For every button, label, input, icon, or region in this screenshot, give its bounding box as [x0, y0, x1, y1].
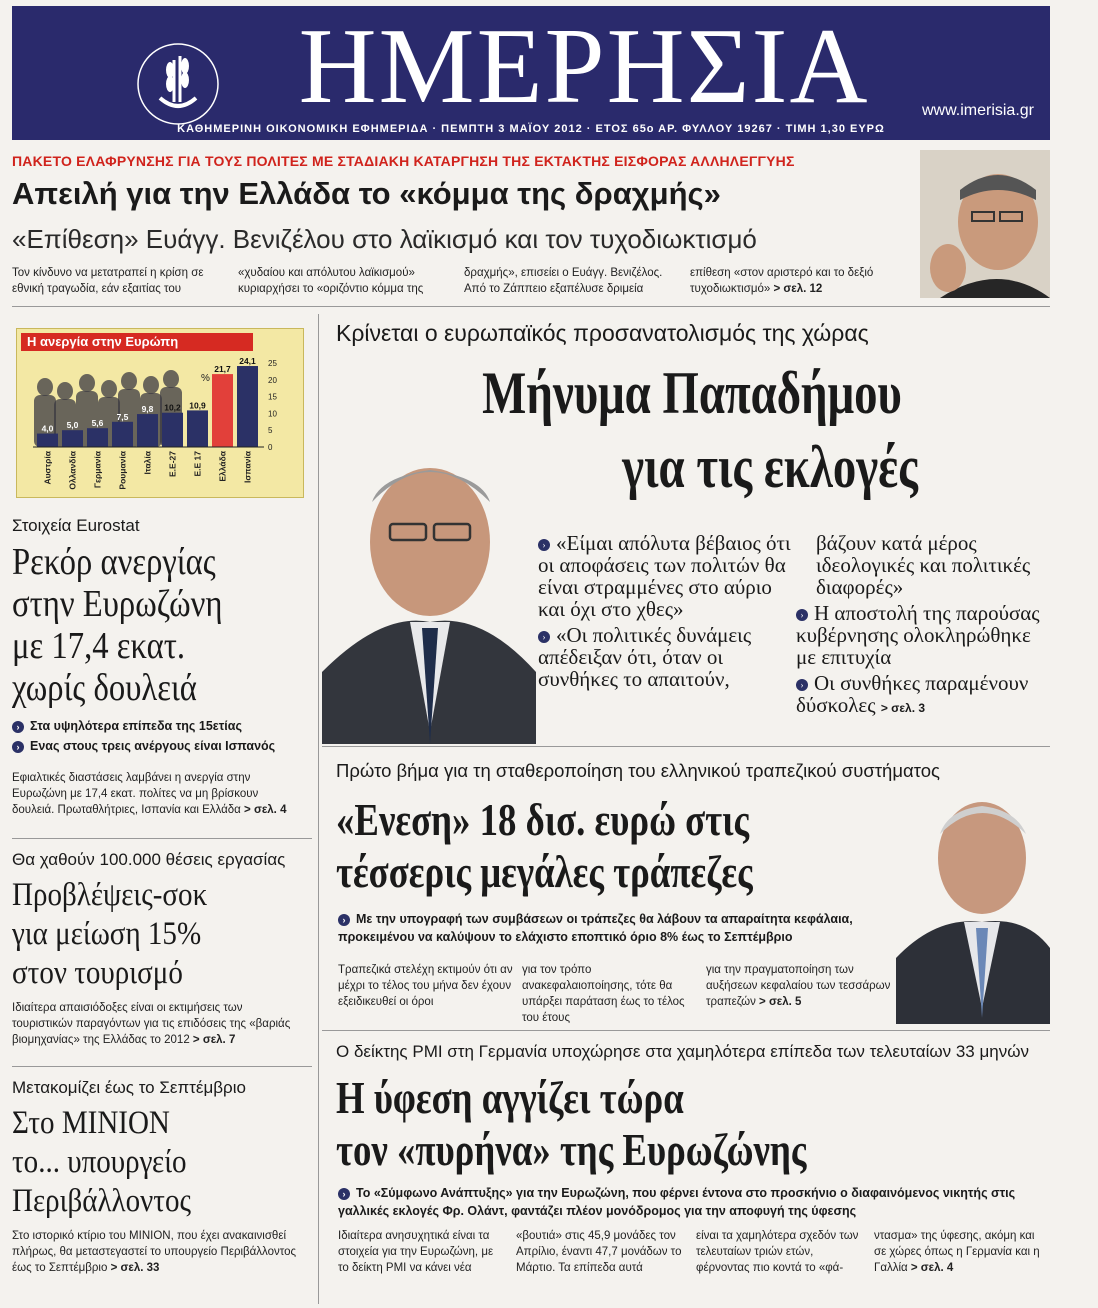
chart-bar: [87, 428, 108, 447]
category-label: Αυστρία: [42, 451, 53, 485]
divider: [12, 838, 312, 839]
recession-col4: ντασμα» της ύφεσης, ακόμη και σε χώρες όπως η Γερμανία και η Γαλλία > σελ. 4: [874, 1230, 1040, 1274]
category-label: Ε.Ε-27: [167, 451, 178, 477]
chart-bar: [37, 434, 58, 447]
bar-value-label: 7,5: [116, 411, 129, 422]
bar-value-label: 9,8: [141, 404, 154, 415]
category-label: Γερμανία: [92, 451, 103, 489]
recession-bullet: › Το «Σύμφωνο Ανάπτυξης» για την Ευρωζώνη, που φέρνει έντονα στο προσκήνιο ο διαφαινόμενος νικητής στις γαλλικές εκλογές Φρ. Ολάντ, φαντάζει πλέον μονόδρομος για την αποφυγή της ύφεσης: [338, 1186, 1016, 1218]
arrow-bullet-icon: ›: [538, 539, 550, 551]
bar-value-label: 5,6: [91, 418, 104, 429]
silhouette-head: [57, 382, 73, 400]
papademos-kicker: Κρίνεται ο ευρωπαϊκός προσανατολισμός της χώρας: [336, 320, 869, 346]
website-url[interactable]: www.imerisia.gr: [921, 102, 1034, 119]
arrow-bullet-icon: ›: [538, 631, 550, 643]
recession-col3: είναι τα χαμηλότερα σχεδόν των τελευταίων τριών ετών, φέρνοντας πιο κοντά το «φά-: [696, 1230, 859, 1274]
minion-body: Στο ιστορικό κτίριο του ΜΙΝΙΟΝ, που έχει ανακαινισθεί πλήρως, θα μεταστεγαστεί το υπουργείο Περιβάλλοντος έως το Σεπτέμβριο > σελ. 33: [12, 1230, 297, 1274]
silhouette-head: [163, 370, 179, 388]
banks-col3: για την πραγματοποίηση των αυξήσεων κεφαλαίου των τεσσάρων τραπεζών > σελ. 5: [706, 964, 891, 1008]
y-unit-label: %: [201, 373, 210, 384]
wheat-logo-icon: [130, 36, 226, 132]
banks-col2: για τον τρόπο ανακεφαλαιοποίησης, τότε θα υπάρξει παράταση έως το τέλος του έτους: [522, 964, 685, 1024]
quote-item: › «Οι πολιτικές δυνάμεις απέδειξαν ότι, όταν οι συνθήκες το απαιτούν,: [538, 623, 752, 691]
unemployment-chart-box: [16, 328, 304, 498]
papademos-quotes-left: [538, 532, 794, 690]
bullet-item: › Ενας στους τρεις ανέργους είναι Ισπανός: [12, 736, 275, 756]
column-divider: [318, 314, 319, 1304]
arrow-bullet-icon: ›: [12, 721, 24, 733]
silhouette-head: [121, 372, 137, 390]
recession-col2: «βουτιά» στις 45,9 μονάδες τον Απρίλιο, έναντι 47,7 μονάδων το Μάρτιο. Τα επίπεδα αυτά: [516, 1230, 682, 1274]
silhouette-head: [37, 378, 53, 396]
divider: [322, 1030, 1050, 1031]
silhouette-head: [143, 376, 159, 394]
headline-line: χωρίς δουλειά: [12, 667, 197, 709]
chart-bar: [187, 410, 208, 447]
banks-col1: Τραπεζικά στελέχη εκτιμούν ότι αν μέχρι το τέλος του μήνα δεν έχουν εξειδικευθεί οι όροι: [338, 964, 513, 1008]
unemployment-body: Εφιαλτικές διαστάσεις λαμβάνει η ανεργία στην Ευρωζώνη με 17,4 εκατ. πολίτες να μη βρίσκουν δουλειά. Πρωταθλήτριες, Ισπανία και Ελλάδα > σελ. 4: [12, 772, 287, 816]
y-tick-label: 10: [268, 409, 277, 419]
quote-item: › Οι συνθήκες παραμένουν δύσκολες > σελ. 3: [796, 671, 1029, 717]
category-label: Ολλανδία: [67, 451, 78, 490]
top-story-headline: Απειλή για την Ελλάδα το «κόμμα της δραχμής»: [12, 176, 721, 211]
headline-line: για μείωση 15%: [12, 916, 202, 952]
chart-title: Η ανεργία στην Ευρώπη: [27, 334, 179, 349]
bar-value-label: 5,0: [66, 420, 79, 431]
chart-bar: [162, 413, 183, 447]
page-ref[interactable]: > σελ. 12: [773, 283, 823, 295]
arrow-bullet-icon: ›: [12, 741, 24, 753]
page-ref[interactable]: > σελ. 4: [244, 804, 287, 816]
headline-line: στον τουρισμό: [12, 955, 183, 991]
silhouette-head: [101, 380, 117, 398]
banks-headline: [336, 794, 936, 898]
arrow-bullet-icon: ›: [338, 1188, 350, 1200]
page-ref[interactable]: > σελ. 33: [110, 1262, 160, 1274]
chart-bar: [212, 374, 233, 447]
unemployment-headline: [12, 541, 312, 709]
bar-value-label: 24,1: [239, 356, 256, 367]
top-story-col1: Τον κίνδυνο να μετατραπεί η κρίση σε εθνική τραγωδία, εάν εξαιτίας του: [12, 267, 204, 295]
arrow-bullet-icon: ›: [796, 609, 808, 621]
bar-value-label: 4,0: [41, 423, 54, 434]
headline-line: Η ύφεση αγγίζει τώρα: [336, 1072, 684, 1123]
category-label: Ελλάδα: [217, 451, 228, 482]
headline-line: Περιβάλλοντος: [12, 1183, 191, 1219]
category-label: Ισπανία: [242, 451, 253, 483]
bar-value-label: 10,2: [164, 402, 181, 413]
banker-photo: [896, 788, 1050, 1024]
quote-item: › Η αποστολή της παρούσας κυβέρνησης ολοκληρώθηκε με επιτυχία: [796, 601, 1040, 669]
banks-bullet: › Με την υπογραφή των συμβάσεων οι τράπεζες θα λάβουν τα απαραίτητα κεφάλαια, προκειμένου να καλύψουν το ελάχιστο εποπτικό όριο 8% έως το Σεπτέμβριο: [338, 912, 853, 944]
y-tick-label: 0: [268, 443, 273, 452]
headline-line: Ρεκόρ ανεργίας: [12, 541, 216, 583]
headline-line: Στο ΜΙΝΙΟΝ: [12, 1105, 170, 1141]
y-tick-label: 25: [268, 359, 277, 368]
newspaper-title: ΗΜΕΡΗΣΙΑ: [298, 7, 870, 126]
arrow-bullet-icon: ›: [796, 679, 808, 691]
top-story-kicker: ΠΑΚΕΤΟ ΕΛΑΦΡΥΝΣΗΣ ΓΙΑ ΤΟΥΣ ΠΟΛΙΤΕΣ ΜΕ ΣΤΑΔΙΑΚΗ ΚΑΤΑΡΓΗΣΗ ΤΗΣ ΕΚΤΑΚΤΗΣ ΕΙΣΦΟΡΑΣ ΑΛΛΗΛΕΓΓΥΗΣ: [12, 153, 795, 169]
page-ref[interactable]: > σελ. 5: [759, 996, 802, 1008]
chart-bar: [137, 414, 158, 447]
headline-line: με 17,4 εκατ.: [12, 625, 186, 667]
page-ref[interactable]: > σελ. 7: [192, 1034, 236, 1046]
minion-kicker: Μετακομίζει έως το Σεπτέμβριο: [12, 1078, 246, 1097]
y-tick-label: 5: [268, 426, 273, 436]
divider: [12, 306, 1050, 307]
tourism-headline: [12, 876, 312, 993]
recession-kicker: Ο δείκτης PMI στη Γερμανία υποχώρησε στα χαμηλότερα επίπεδα των τελευταίων 33 μηνών: [336, 1042, 1029, 1061]
divider: [12, 1066, 312, 1067]
masthead: [12, 6, 1050, 140]
top-story-col3: δραχμής», επισείει ο Ευάγγ. Βενιζέλος. Από το Ζάππειο εξαπέλυσε δριμεία: [464, 267, 663, 295]
headline-line: το... υπουργείο: [12, 1144, 187, 1180]
minion-headline: [12, 1104, 312, 1221]
top-story-col2: «χυδαίου και απόλυτου λαϊκισμού» κυριαρχήσει το «οριζόντιο κόμμα της: [238, 267, 424, 295]
bar-value-label: 21,7: [214, 364, 231, 375]
quote-item: › «Είμαι απόλυτα βέβαιος ότι οι αποφάσεις των πολιτών θα είναι στραμμένες στο αύριο και όχι στο χθες»: [538, 531, 791, 621]
bullet-item: › Στα υψηλότερα επίπεδα της 15ετίας: [12, 716, 275, 736]
tourism-kicker: Θα χαθούν 100.000 θέσεις εργασίας: [12, 850, 286, 869]
y-tick-label: 20: [268, 375, 277, 385]
headline-line: τον «πυρήνα» της Ευρωζώνης: [336, 1124, 807, 1175]
page-ref[interactable]: > σελ. 3: [880, 701, 926, 715]
category-label: Ρουμανία: [117, 451, 128, 490]
top-story-subhead: «Επίθεση» Ευάγγ. Βενιζέλου στο λαϊκισμό και τον τυχοδιωκτισμό: [12, 224, 757, 254]
chart-bar: [112, 422, 133, 447]
top-story-col4: επίθεση «στον αριστερό και το δεξιό τυχοδιωκτισμό» > σελ. 12: [690, 267, 874, 295]
category-label: Ε.Ε 17: [192, 451, 203, 477]
papademos-photo: [322, 432, 536, 744]
unemployment-kicker: Στοιχεία Eurostat: [12, 516, 140, 535]
page-ref[interactable]: > σελ. 4: [910, 1262, 954, 1274]
chart-bar: [62, 430, 83, 447]
headline-line: Μήνυμα Παπαδήμου: [482, 360, 902, 426]
headline-line: στην Ευρωζώνη: [12, 583, 223, 625]
unemployment-bar-chart: [17, 329, 303, 497]
papademos-quotes-right: [796, 532, 1046, 719]
arrow-bullet-icon: ›: [338, 914, 350, 926]
masthead-dateline: ΚΑΘΗΜΕΡΙΝΗ ΟΙΚΟΝΟΜΙΚΗ ΕΦΗΜΕΡΙΔΑ · ΠΕΜΠΤΗ 3 ΜΑΪΟΥ 2012 · ΕΤΟΣ 65ο ΑΡ. ΦΥΛΛΟΥ 19267 · ΤΙΜΗ 1,30 ΕΥΡΩ: [177, 123, 885, 135]
chart-bar: [237, 366, 258, 447]
bar-value-label: 10,9: [189, 400, 206, 411]
headline-line: Προβλέψεις-σοκ: [12, 877, 208, 913]
silhouette-head: [79, 374, 95, 392]
tourism-body: Ιδιαίτερα απαισιόδοξες είναι οι εκτιμήσεις των τουριστικών παραγόντων για τις επιδόσεις της «βαριάς βιομηχανίας» της Ελλάδας το 2012 > σελ. 7: [12, 1002, 291, 1046]
recession-col1: Ιδιαίτερα ανησυχητικά είναι τα στοιχεία για την Ευρωζώνη, με το δείκτη PMI να κάνει νέα: [338, 1230, 494, 1274]
banks-kicker: Πρώτο βήμα για τη σταθεροποίηση του ελληνικού τραπεζικού συστήματος: [336, 760, 940, 781]
headline-line: τέσσερις μεγάλες τράπεζες: [336, 846, 753, 897]
recession-headline: [336, 1072, 1048, 1176]
divider: [322, 746, 1050, 747]
category-label: Ιταλία: [142, 451, 153, 475]
unemployment-bullets: [12, 716, 275, 756]
headline-line: «Ενεση» 18 δισ. ευρώ στις: [336, 794, 750, 845]
y-tick-label: 15: [268, 392, 277, 402]
quote-continuation: βάζουν κατά μέρος ιδεολογικές και πολιτικές διαφορές»: [816, 531, 1031, 599]
venizelos-photo: [920, 150, 1050, 298]
headline-line: για τις εκλογές: [622, 434, 918, 500]
